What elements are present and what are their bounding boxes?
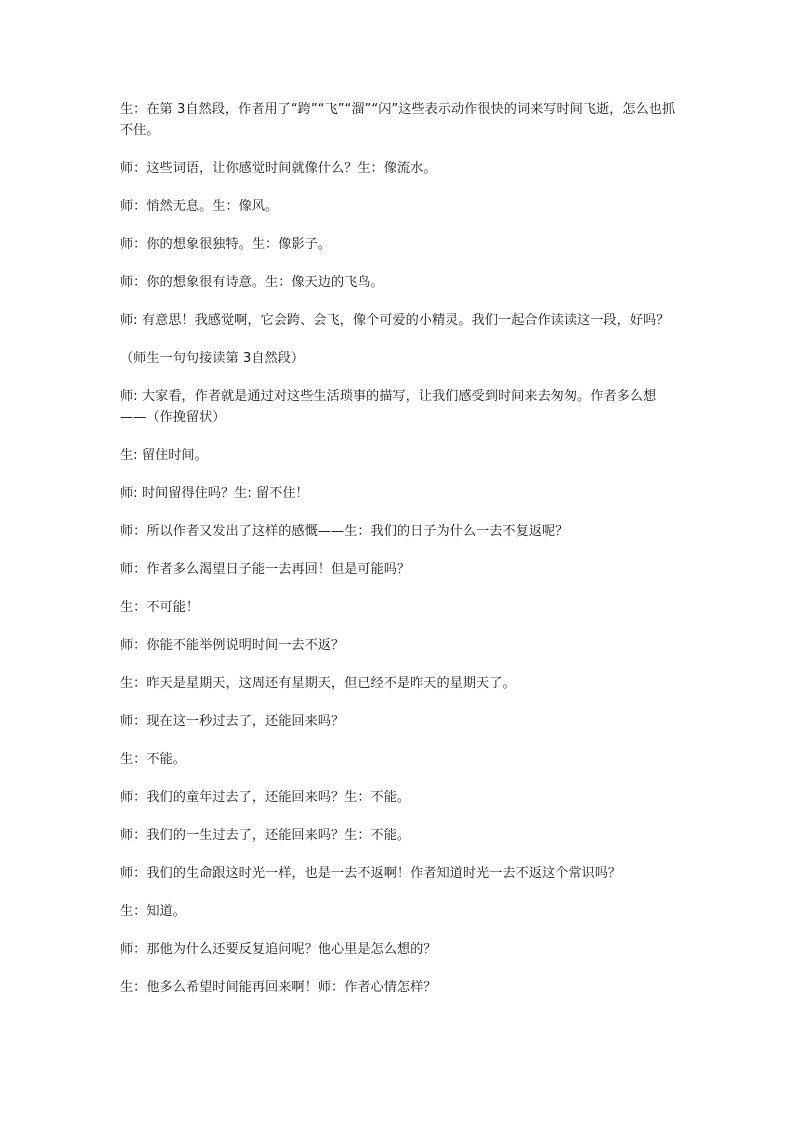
paragraph: 师：这些词语，让你感觉时间就像什么？生：像流水。 <box>120 161 437 176</box>
document-page <box>120 99 676 1015</box>
paragraph: 师：现在这一秒过去了，还能回来吗？ <box>120 714 345 729</box>
paragraph: 师：你的想象很独特。生：像影子。 <box>120 237 331 252</box>
paragraph: 师：作者多么渴望日子能一去再回！但是可能吗？ <box>120 562 411 577</box>
paragraph: 师: 有意思！我感觉啊，它会跨、会飞，像个可爱的小精灵。我们一起合作读读这一段，好吗？ <box>120 313 670 328</box>
paragraph: 生: 留住时间。 <box>120 448 208 463</box>
paragraph: 师：悄然无息。生：像风。 <box>120 199 279 214</box>
paragraph: 师：那他为什么还要反复追问呢？他心里是怎么想的？ <box>120 942 437 957</box>
paragraph: 生：不可能！ <box>120 600 200 615</box>
paragraph: 师: 大家看，作者就是通过对这些生活琐事的描写，让我们感受到时间来去匆匆。作者多么想——（作挽留状） <box>120 389 657 425</box>
paragraph: （师生一句句接读第 3自然段） <box>120 351 305 366</box>
paragraph: 生：知道。 <box>120 904 186 919</box>
paragraph: 生：在第 3自然段，作者用了“跨”“飞”“溜”“闪”这些表示动作很快的词来写时间飞逝，怎么也抓不住。 <box>120 102 676 138</box>
paragraph: 师：我们的一生过去了，还能回来吗？生：不能。 <box>120 828 411 843</box>
paragraph: 师：我们的童年过去了，还能回来吗？生：不能。 <box>120 790 411 805</box>
paragraph: 生：昨天是星期天，这周还有星期天，但已经不是昨天的星期天了。 <box>120 676 516 691</box>
paragraph: 师：所以作者又发出了这样的感慨——生：我们的日子为什么一去不复返呢？ <box>120 524 569 539</box>
paragraph: 师：你的想象很有诗意。生：像天边的飞鸟。 <box>120 275 384 290</box>
paragraph: 生：他多么希望时间能再回来啊！师：作者心情怎样？ <box>120 980 437 995</box>
paragraph: 师: 时间留得住吗？生: 留不住！ <box>120 486 309 501</box>
paragraph: 师：你能不能举例说明时间一去不返？ <box>120 638 345 653</box>
paragraph: 师：我们的生命跟这时光一样，也是一去不返啊！作者知道时光一去不返这个常识吗？ <box>120 866 622 881</box>
paragraph: 生：不能。 <box>120 752 186 767</box>
